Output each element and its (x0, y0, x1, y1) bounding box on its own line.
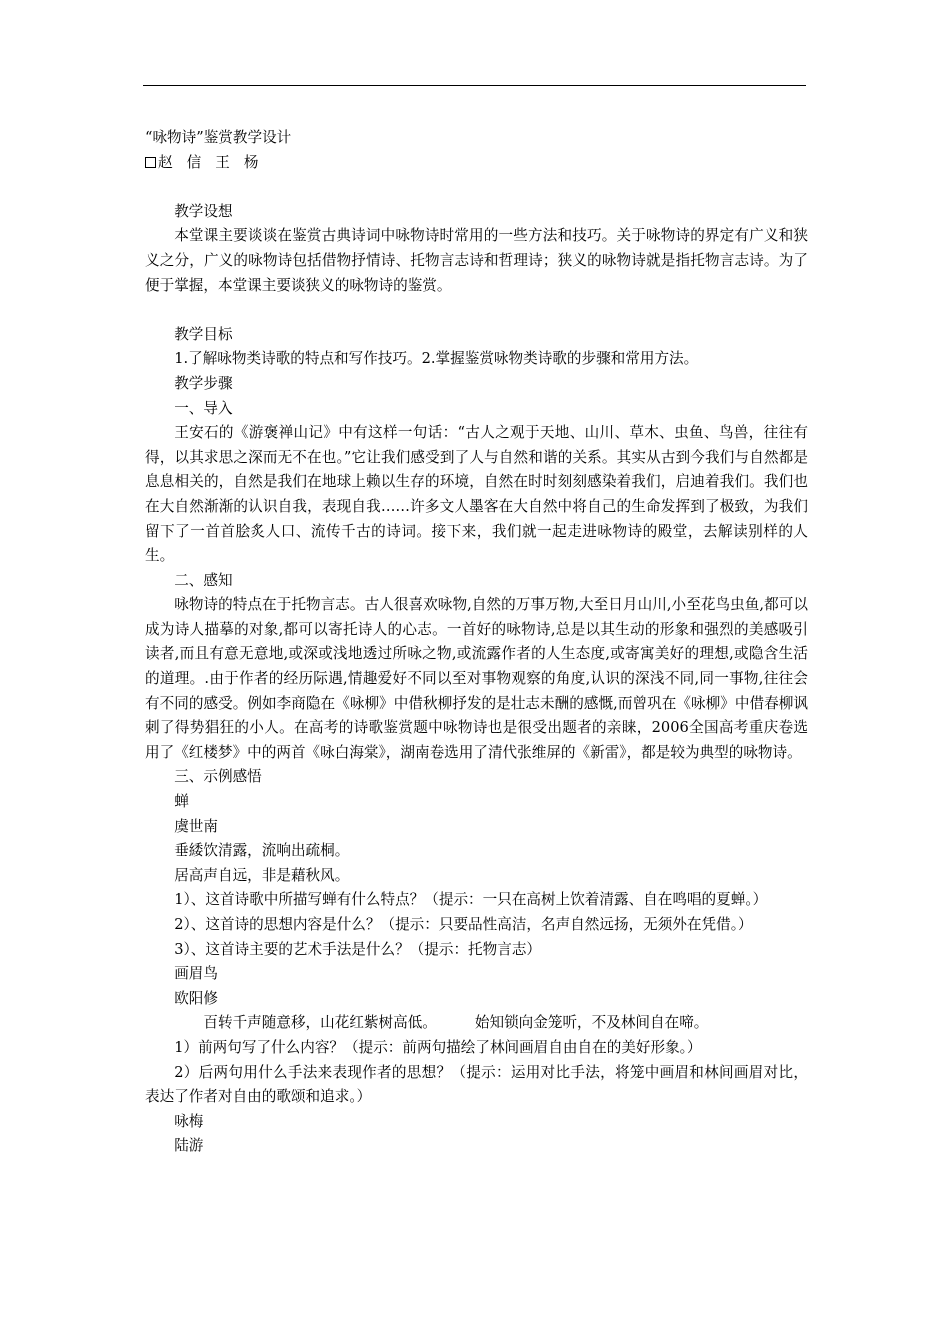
question-cicada-2: 2）、这首诗的思想内容是什么？（提示：只要品性高洁，名声自然远扬，无须外在凭借。） (174, 916, 753, 933)
author-name-1: 赵 (158, 153, 173, 171)
poem-title-plum: 咏梅 (174, 1112, 204, 1130)
author-name-2: 信 (186, 153, 202, 171)
poem-line-thrush-2: 始知锁向金笼听，不及林间自在啼。 (474, 1014, 709, 1032)
paragraph-intro: 王安石的《游褒禅山记》中有这样一句话：“古人之观于天地、山川、草木、虫鱼、鸟兽，往往有得，以其求思之深而无不在也。”它让我们感受到了人与自然和谐的关系。其实从古到今我们与自然都是息息相关的，自然是我们在地球上赖以生存的环境，自然在时时刻刻感染着我们，启迪着我们。我们也在大自然渐渐的认识自我，表现自我……许多文人墨客在大自然中将自己的生命发挥到了极致，为我们留下了一首首脍炙人口、流传千古的诗词。接下来，我们就一起走进咏物诗的殿堂，去解读别样的人生。 (145, 424, 808, 565)
spacer (145, 175, 808, 200)
poem-title-cicada: 蝉 (174, 793, 189, 811)
document-body (145, 126, 808, 1159)
header-rule (143, 85, 806, 86)
paragraph-perceive: 咏物诗的特点在于托物言志。古人很喜欢咏物,自然的万事万物,大至日月山川,小至花鸟虫鱼,都可以成为诗人描摹的对象,都可以寄托诗人的心志。一首好的咏物诗,总是以其生动的形象和强烈的美感吸引读者,而且有意无意地,或深或浅地透过所咏之物,或流露作者的人生态度,或寄寓美好的理想,或隐含生活的道理。.由于作者的经历际遇,情趣爱好不同以至对事物观察的角度,认识的深浅不同,同一事物,往往会有不同的感受。例如李商隐在《咏柳》中借秋柳抒发的是壮志未酬的感慨,而曾巩在《咏柳》中借春柳讽刺了得势猖狂的小人。在高考的诗歌鉴赏题中咏物诗也是很受出题者的亲睐，2006全国高考重庆卷选用了《红楼梦》中的两首《咏白海棠》，湖南卷选用了清代张维屏的《新雷》，都是较为典型的咏物诗。 (145, 596, 808, 761)
author-line (145, 151, 808, 176)
heading-examples: 三、示例感悟 (174, 768, 262, 786)
question-cicada-3: 3）、这首诗主要的艺术手法是什么？（提示：托物言志） (174, 940, 542, 958)
poem-author-thrush: 欧阳修 (174, 989, 218, 1007)
heading-intro: 一、导入 (174, 399, 233, 417)
heading-teaching-goal: 教学目标 (174, 325, 233, 343)
author-name-3: 王 (215, 153, 230, 171)
heading-perceive: 二、感知 (174, 571, 233, 589)
poem-lines-thrush (145, 1011, 808, 1036)
poem-title-thrush: 画眉鸟 (174, 965, 218, 983)
paragraph-teaching-idea: 本堂课主要谈谈在鉴赏古典诗词中咏物诗时常用的一些方法和技巧。关于咏物诗的界定有广义和狭义之分，广义的咏物诗包括借物抒情诗、托物言志诗和哲理诗；狭义的咏物诗就是指托物言志诗。为了便于掌握，本堂课主要谈狭义的咏物诗的鉴赏。 (145, 227, 808, 294)
spacer (145, 298, 808, 323)
question-thrush-2: 2）后两句用什么手法来表现作者的思想？（提示：运用对比手法，将笼中画眉和林间画眉对比，表达了作者对自由的歌颂和追求。） (145, 1063, 808, 1106)
heading-teaching-steps: 教学步骤 (174, 374, 233, 392)
poem-author-cicada: 虞世南 (174, 817, 218, 835)
poem-author-plum: 陆游 (174, 1137, 204, 1155)
paragraph-teaching-goal: 1.了解咏物类诗歌的特点和写作技巧。2.掌握鉴赏咏物类诗歌的步骤和常用方法。 (174, 350, 699, 368)
author-name-4: 杨 (243, 153, 259, 171)
square-bullet-icon (145, 157, 156, 168)
poem-line-thrush-1: 百转千声随意移，山花红紫树高低。 (203, 1014, 437, 1032)
question-cicada-1: 1）、这首诗歌中所描写蝉有什么特点？（提示：一只在高树上饮着清露、自在鸣唱的夏蝉。） (174, 891, 768, 909)
poem-line-cicada-1: 垂緌饮清露，流响出疏桐。 (174, 842, 350, 860)
document-title: “咏物诗”鉴赏教学设计 (145, 129, 292, 146)
question-thrush-1: 1）前两句写了什么内容？（提示：前两句描绘了林间画眉自由自在的美好形象。） (174, 1038, 702, 1056)
heading-teaching-idea: 教学设想 (174, 202, 233, 220)
poem-line-cicada-2: 居高声自远，非是藉秋风。 (174, 866, 350, 884)
